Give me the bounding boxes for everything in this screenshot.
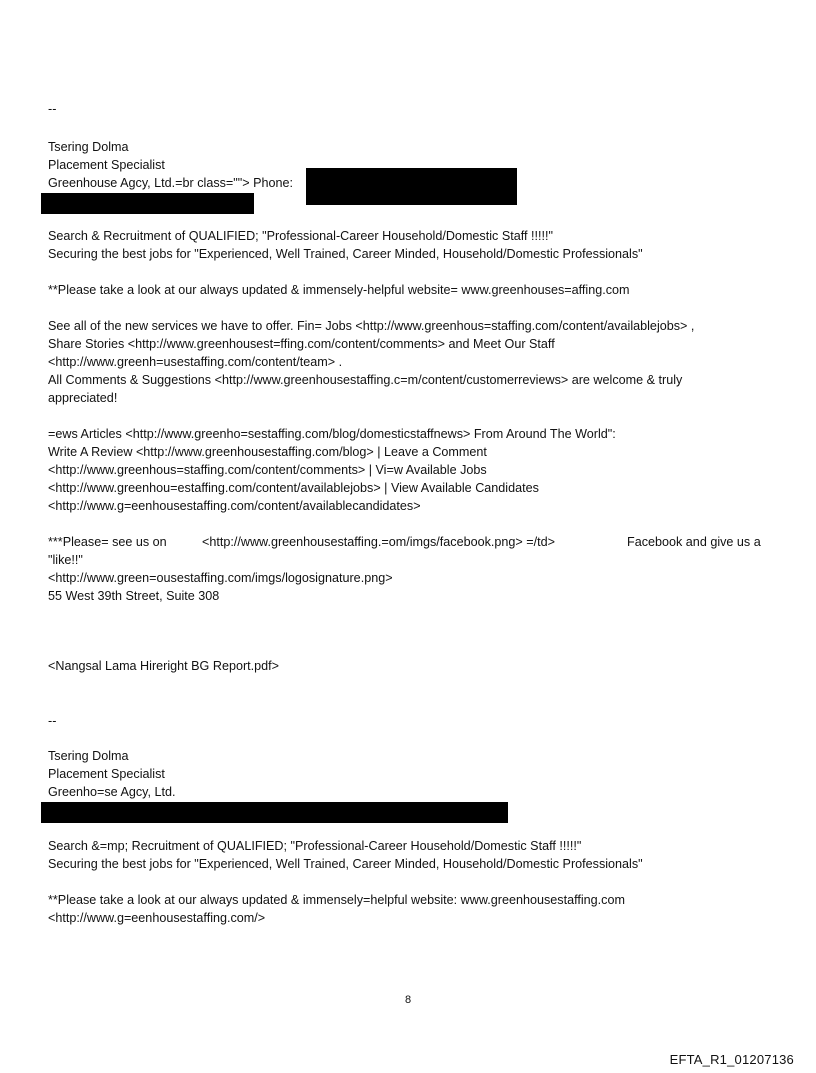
redaction-bar — [41, 802, 508, 823]
services-line: <http://www.greenh=usestaffing.com/content/team> . — [48, 355, 343, 369]
services-line: Share Stories <http://www.greenhousest=ffing.com/content/comments> and Meet Our Staff — [48, 337, 555, 351]
tagline-line: Search &=mp; Recruitment of QUALIFIED; "Professional-Career Household/Domestic Staff !!!!!" — [48, 839, 582, 853]
company-phone-line: Greenhouse Agcy, Ltd.=br class=""> Phone: — [48, 176, 293, 190]
website-note: **Please take a look at our always updated & immensely-helpful website= www.greenhouses=affing.com — [48, 283, 630, 297]
sender-name: Tsering Dolma — [48, 749, 129, 763]
signature-separator: -- — [48, 714, 57, 728]
services-line: All Comments & Suggestions <http://www.greenhousestaffing.c=m/content/customerreviews> are welcome & truly — [48, 373, 683, 387]
signature-separator: -- — [48, 102, 57, 116]
sender-title: Placement Specialist — [48, 158, 165, 172]
news-line: <http://www.greenhous=staffing.com/content/comments> | Vi=w Available Jobs — [48, 463, 487, 477]
news-line: Write A Review <http://www.greenhousestaffing.com/blog> | Leave a Comment — [48, 445, 487, 459]
page-number: 8 — [404, 994, 412, 1006]
redaction-bar — [306, 168, 517, 205]
website-note: **Please take a look at our always updated & immensely=helpful website: www.greenhousestaffing.com — [48, 893, 625, 907]
redaction-bar — [41, 193, 254, 214]
website-link: <http://www.g=eenhousestaffing.com/> — [48, 911, 266, 925]
news-line: <http://www.greenhou=estaffing.com/content/availablejobs> | View Available Candidates — [48, 481, 539, 495]
services-line: See all of the new services we have to offer. Fin= Jobs <http://www.greenhous=staffing.com/content/availablejobs> , — [48, 319, 695, 333]
attachment-name: <Nangsal Lama Hireright BG Report.pdf> — [48, 659, 280, 673]
news-line: <http://www.g=eenhousestaffing.com/content/availablecandidates> — [48, 499, 421, 513]
logo-link: <http://www.green=ousestaffing.com/imgs/logosignature.png> — [48, 571, 393, 585]
document-id: EFTA_R1_01207136 — [669, 1052, 794, 1067]
services-line: appreciated! — [48, 391, 118, 405]
sender-name: Tsering Dolma — [48, 140, 129, 154]
like-text: "like!!" — [48, 553, 83, 567]
tagline-line: Securing the best jobs for "Experienced, Well Trained, Career Minded, Household/Domestic Professionals" — [48, 857, 643, 871]
address: 55 West 39th Street, Suite 308 — [48, 589, 220, 603]
company-name: Greenho=se Agcy, Ltd. — [48, 785, 176, 799]
sender-title: Placement Specialist — [48, 767, 165, 781]
facebook-line-start: ***Please= see us on — [48, 535, 167, 549]
news-line: =ews Articles <http://www.greenho=sestaffing.com/blog/domesticstaffnews> From Around The World": — [48, 427, 616, 441]
facebook-line-end: Facebook and give us a — [627, 535, 761, 549]
tagline-line: Search & Recruitment of QUALIFIED; "Professional-Career Household/Domestic Staff !!!!!" — [48, 229, 553, 243]
facebook-line-link: <http://www.greenhousestaffing.=om/imgs/facebook.png> =/td> — [202, 535, 555, 549]
tagline-line: Securing the best jobs for "Experienced, Well Trained, Career Minded, Household/Domestic Professionals" — [48, 247, 643, 261]
